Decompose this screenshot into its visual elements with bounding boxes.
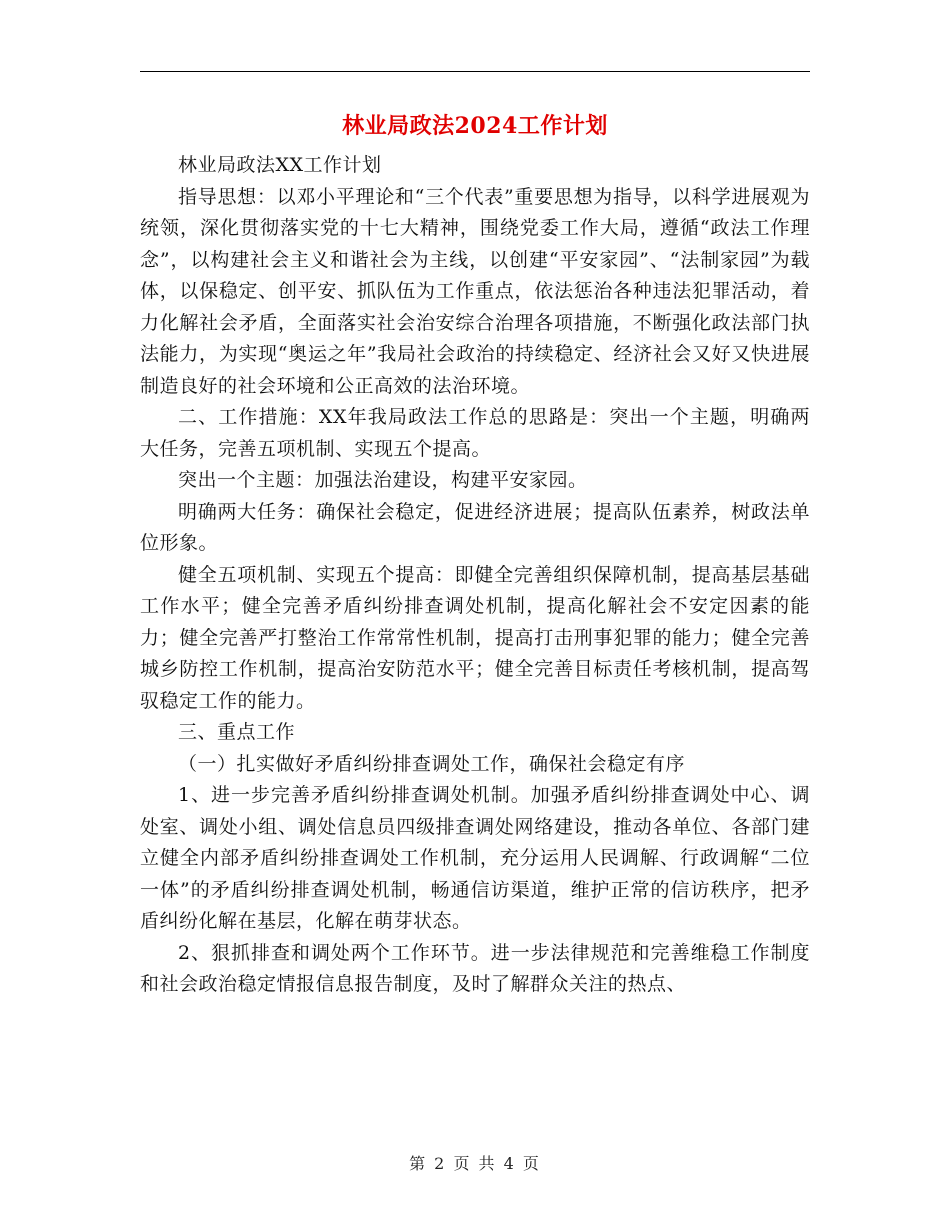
paragraph-item-1: 1、进一步完善矛盾纠纷排查调处机制。加强矛盾纠纷排查调处中心、调处室、调处小组、调处信息员四级排查调处网络建设，推动各单位、各部门建立健全内部矛盾纠纷排查调处工作机制，充分运用人民调解、行政调解“二位一体”的矛盾纠纷排查调处机制，畅通信访渠道，维护正常的信访秩序，把矛盾纠纷化解在基层，化解在萌芽状态。: [140, 784, 810, 932]
paragraph-work-measures: 二、工作措施：XX年我局政法工作总的思路是：突出一个主题，明确两大任务，完善五项机制、实现五个提高。: [140, 406, 810, 460]
subsection-heading-1: （一）扎实做好矛盾纠纷排查调处工作，确保社会稳定有序: [178, 752, 686, 775]
paragraph-two-tasks: 明确两大任务：确保社会稳定，促进经济进展；提高队伍素养，树政法单位形象。: [140, 500, 810, 554]
paragraph-guiding-ideology: 指导思想：以邓小平理论和“三个代表”重要思想为指导，以科学进展观为统领，深化贯彻落实党的十七大精神，围绕党委工作大局，遵循“政法工作理念”，以构建社会主义和谐社会为主线，以创建“平安家园”、“法制家园”为载体，以保稳定、创平安、抓队伍为工作重点，依法惩治各种违法犯罪活动，着力化解社会矛盾，全面落实社会治安综合治理各项措施，不断强化政法部门执法能力，为实现“奥运之年”我局社会政治的持续稳定、经济社会又好又快进展制造良好的社会环境和公正高效的法治环境。: [140, 185, 810, 397]
header-rule: [140, 71, 810, 72]
paragraph-one-theme: 突出一个主题：加强法治建设，构建平安家园。: [178, 469, 588, 491]
paragraph-item-2: 2、狠抓排查和调处两个工作环节。进一步法律规范和完善维稳工作制度和社会政治稳定情报信息报告制度，及时了解群众关注的热点、: [140, 941, 810, 995]
paragraph-five-mechanisms: 健全五项机制、实现五个提高：即健全完善组织保障机制，提高基层基础工作水平；健全完善矛盾纠纷排查调处机制，提高化解社会不安定因素的能力；健全完善严打整治工作常常性机制，提高打击刑事犯罪的能力；健全完善城乡防控工作机制，提高治安防范水平；健全完善目标责任考核机制，提高驾驭稳定工作的能力。: [140, 563, 810, 712]
section-heading-key-work: 三、重点工作: [178, 721, 296, 743]
document-body: [140, 150, 810, 1001]
page-number: 第 2 页 共 4 页: [409, 1154, 541, 1173]
document-title: 林业局政法2024工作计划: [342, 113, 608, 139]
paragraph-subtitle: 林业局政法XX工作计划: [178, 154, 382, 176]
